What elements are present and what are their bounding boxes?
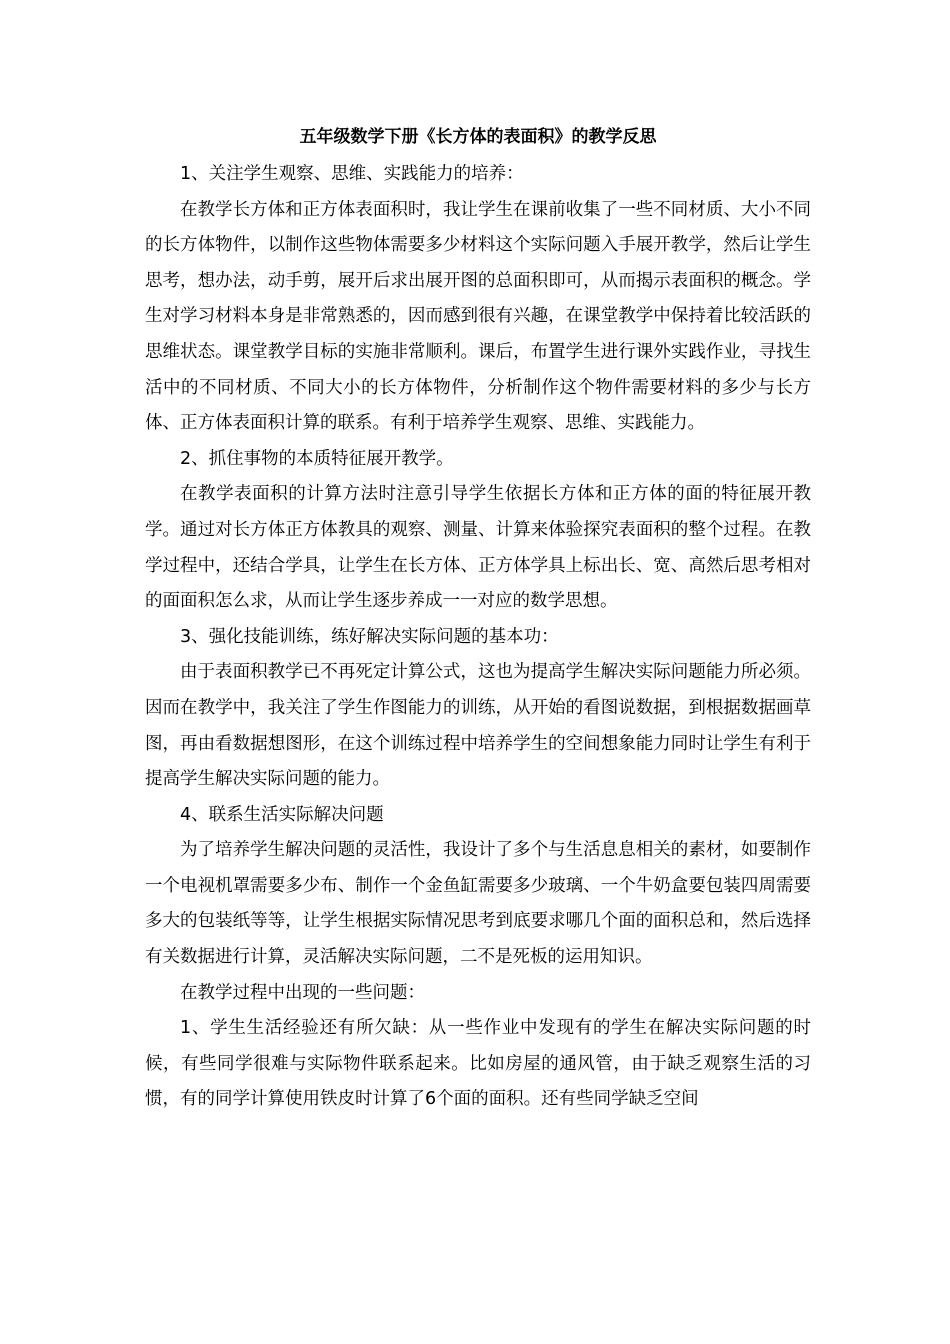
paragraph-5: 3、强化技能训练，练好解决实际问题的基本功：	[180, 626, 559, 647]
paragraph-3: 2、抓住事物的本质特征展开教学。	[180, 448, 454, 469]
paragraph-6: 由于表面积教学已不再死定计算公式，这也为提高学生解决实际问题能力所必须。因而在教学中，我关注了学生作图能力的训练，从开始的看图说数据，到根据数据画草图，再由看数据想图形，在这个训练过程中培养学生的空间想象能力同时让学生有利于提高学生解决实际问题的能力。	[145, 662, 811, 790]
paragraph-8: 为了培养学生解决问题的灵活性，我设计了多个与生活息息相关的素材，如要制作一个电视机罩需要多少布、制作一个金鱼缸需要多少玻璃、一个牛奶盒要包装四周需要多大的包装纸等等，让学生根据实际情况思考到底要求哪几个面的面积总和，然后选择有关数据进行计算，灵活解决实际问题，二不是死板的运用知识。	[145, 840, 811, 968]
document-body	[145, 117, 811, 1118]
paragraph-9: 在教学过程中出现的一些问题：	[180, 982, 425, 1003]
document-title: 五年级数学下册《长方体的表面积》的教学反思	[299, 127, 657, 147]
paragraph-7: 4、联系生活实际解决问题	[180, 804, 384, 825]
paragraph-4: 在教学表面积的计算方法时注意引导学生依据长方体和正方体的面的特征展开教学。通过对长方体正方体教具的观察、测量、计算来体验探究表面积的整个过程。在教学过程中，还结合学具，让学生在长方体、正方体学具上标出长、宽、高然后思考相对的面面积怎么求，从而让学生逐步养成一一对应的数学思想。	[145, 484, 811, 612]
paragraph-10: 1、学生生活经验还有所欠缺：从一些作业中发现有的学生在解决实际问题的时候，有些同学很难与实际物件联系起来。比如房屋的通风管，由于缺乏观察生活的习惯，有的同学计算使用铁皮时计算了6个面的面积。还有些同学缺乏空间	[145, 1018, 811, 1110]
paragraph-2: 在教学长方体和正方体表面积时，我让学生在课前收集了一些不同材质、大小不同的长方体物件，以制作这些物体需要多少材料这个实际问题入手展开教学，然后让学生思考，想办法，动手剪，展开后求出展开图的总面积即可，从而揭示表面积的概念。学生对学习材料本身是非常熟悉的，因而感到很有兴趣，在课堂教学中保持着比较活跃的思维状态。课堂教学目标的实施非常顺利。课后，布置学生进行课外实践作业，寻找生活中的不同材质、不同大小的长方体物件，分析制作这个物件需要材料的多少与长方体、正方体表面积计算的联系。有利于培养学生观察、思维、实践能力。	[145, 199, 811, 434]
paragraph-1: 1、关注学生观察、思维、实践能力的培养：	[180, 164, 524, 184]
